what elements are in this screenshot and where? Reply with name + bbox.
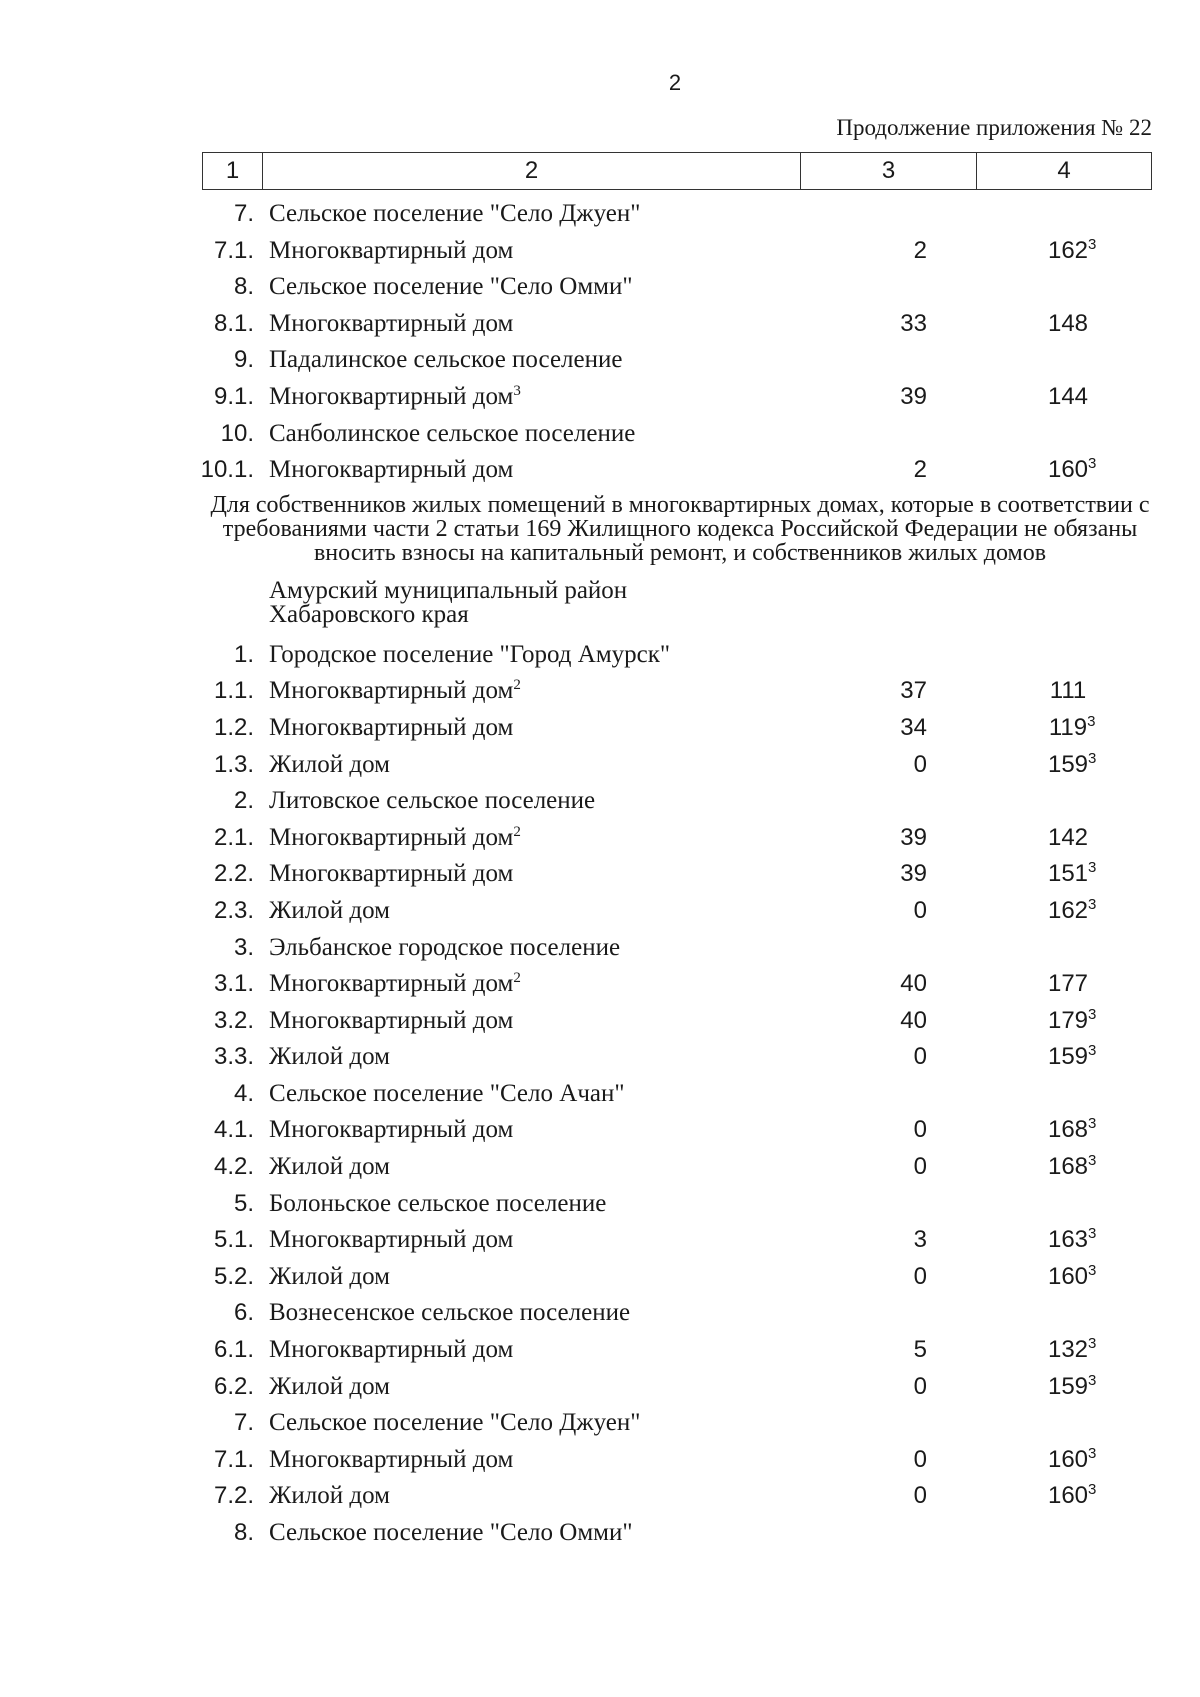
row-name-text: Сельское поселение "Село Джуен" bbox=[269, 200, 641, 227]
page-number: 2 bbox=[668, 70, 682, 95]
row-number: 8. bbox=[233, 273, 254, 301]
row-number: 1.3. bbox=[213, 750, 254, 778]
row-number: 6.2. bbox=[213, 1372, 254, 1400]
table-row bbox=[0, 1039, 1200, 1076]
table-row bbox=[0, 1076, 1200, 1113]
value-footnote-mark: 3 bbox=[1088, 1225, 1097, 1243]
row-name bbox=[269, 379, 521, 415]
row-number: 5. bbox=[233, 1189, 254, 1217]
header-col-1: 1 bbox=[203, 153, 263, 189]
value-footnote-mark: 3 bbox=[1088, 1152, 1097, 1170]
value-footnote-mark: 3 bbox=[1088, 749, 1097, 767]
district-title: Амурский муниципальный район Хабаровского края bbox=[269, 576, 628, 628]
table-row bbox=[0, 1259, 1200, 1296]
row-col-4-value: 163 bbox=[1047, 1226, 1089, 1254]
row-col-4 bbox=[1048, 1259, 1096, 1295]
row-col-4-value: 162 bbox=[1047, 896, 1089, 924]
row-name bbox=[269, 1442, 513, 1478]
row-col-4-value: 162 bbox=[1047, 236, 1089, 264]
table-row bbox=[0, 1515, 1200, 1552]
table-row bbox=[0, 1442, 1200, 1479]
row-col-4-value: 160 bbox=[1047, 456, 1089, 484]
continuation-label: Продолжение приложения № 22 bbox=[836, 115, 1152, 140]
row-name bbox=[269, 820, 521, 856]
value-footnote-mark: 3 bbox=[1088, 1444, 1097, 1462]
value-footnote-mark: 3 bbox=[1087, 712, 1096, 730]
row-number: 3.1. bbox=[213, 970, 254, 998]
row-number: 6.1. bbox=[213, 1336, 254, 1364]
row-col-4-value: 111 bbox=[1049, 677, 1087, 705]
table-row bbox=[0, 1295, 1200, 1332]
row-col-3: 34 bbox=[900, 713, 927, 741]
row-name-text: Эльбанское городское поселение bbox=[269, 933, 621, 961]
row-number: 2.2. bbox=[213, 860, 254, 888]
row-col-4 bbox=[1048, 1369, 1096, 1405]
row-number: 6. bbox=[233, 1299, 254, 1327]
row-col-4-value: 159 bbox=[1047, 1043, 1089, 1071]
row-name bbox=[269, 1003, 513, 1039]
row-number: 9. bbox=[233, 346, 254, 374]
row-col-4-value: 177 bbox=[1047, 970, 1089, 998]
row-col-3: 37 bbox=[900, 677, 927, 705]
table-row bbox=[0, 306, 1200, 343]
row-col-3: 5 bbox=[913, 1336, 927, 1364]
table-row bbox=[0, 342, 1200, 379]
value-footnote-mark: 3 bbox=[1088, 1115, 1097, 1133]
row-col-3: 3 bbox=[913, 1226, 927, 1254]
table-row bbox=[0, 1405, 1200, 1442]
row-name-text: Сельское поселение "Село Омми" bbox=[269, 273, 633, 301]
row-col-4-value: 159 bbox=[1047, 1372, 1089, 1400]
row-name-text: Многоквартирный дом bbox=[269, 1006, 514, 1034]
table-body bbox=[0, 196, 1200, 1552]
row-col-4 bbox=[1048, 1442, 1096, 1478]
row-name-text: Сельское поселение "Село Ачан" bbox=[269, 1079, 625, 1107]
row-col-3: 0 bbox=[913, 1116, 927, 1144]
row-name-text: Жилой дом bbox=[269, 1153, 390, 1181]
value-footnote-mark: 3 bbox=[1088, 1371, 1097, 1389]
row-col-3: 0 bbox=[913, 1262, 927, 1290]
row-name bbox=[269, 1332, 513, 1368]
row-name bbox=[269, 1295, 630, 1331]
row-name-text: Многоквартирный дом bbox=[269, 713, 514, 741]
row-col-4 bbox=[1048, 856, 1096, 892]
row-name-text: Сельское поселение "Село Омми" bbox=[269, 1519, 633, 1546]
row-name bbox=[269, 966, 521, 1002]
table-row bbox=[0, 269, 1200, 306]
table-row bbox=[0, 856, 1200, 893]
row-col-3: 33 bbox=[900, 309, 927, 337]
row-name bbox=[269, 930, 620, 966]
table-row bbox=[0, 416, 1200, 453]
row-name bbox=[269, 196, 640, 232]
row-name-text: Многоквартирный дом bbox=[269, 456, 514, 484]
row-col-4 bbox=[1048, 1003, 1096, 1039]
row-name-text: Падалинское сельское поселение bbox=[269, 346, 623, 374]
row-name-text: Многоквартирный дом bbox=[269, 970, 514, 998]
row-name bbox=[269, 1222, 513, 1258]
table-row bbox=[0, 637, 1200, 674]
name-footnote-mark: 2 bbox=[513, 823, 521, 840]
row-name bbox=[269, 637, 670, 673]
row-name-text: Городское поселение "Город Амурск" bbox=[269, 640, 671, 668]
table-row bbox=[0, 1332, 1200, 1369]
row-name-text: Жилой дом bbox=[269, 1482, 390, 1510]
row-col-4-value: 179 bbox=[1047, 1006, 1089, 1034]
row-col-3: 0 bbox=[913, 1445, 927, 1473]
row-number: 2. bbox=[233, 787, 254, 815]
row-name-text: Литовское сельское поселение bbox=[269, 787, 596, 815]
row-name bbox=[269, 710, 513, 746]
table-row bbox=[0, 930, 1200, 967]
table-row bbox=[0, 747, 1200, 784]
row-col-4 bbox=[1048, 1149, 1096, 1185]
row-name bbox=[269, 452, 513, 488]
row-name-text: Многоквартирный дом bbox=[269, 860, 514, 888]
row-name bbox=[269, 1369, 390, 1405]
row-col-4 bbox=[1048, 1112, 1096, 1148]
row-name bbox=[269, 747, 390, 783]
row-col-3: 2 bbox=[913, 236, 927, 264]
row-col-4-value: 160 bbox=[1047, 1262, 1089, 1290]
row-number: 3. bbox=[233, 933, 254, 961]
row-number: 7. bbox=[233, 1409, 254, 1437]
row-name bbox=[269, 1405, 640, 1441]
row-col-3: 39 bbox=[900, 382, 927, 410]
row-number: 5.2. bbox=[213, 1262, 254, 1290]
row-name bbox=[269, 1478, 390, 1514]
row-col-4 bbox=[1048, 1222, 1096, 1258]
header-col-3: 3 bbox=[801, 153, 977, 189]
row-col-4 bbox=[1048, 306, 1088, 342]
row-name-text: Многоквартирный дом bbox=[269, 823, 514, 851]
row-name bbox=[269, 306, 513, 342]
value-footnote-mark: 3 bbox=[1088, 1335, 1097, 1353]
row-col-4 bbox=[1050, 673, 1086, 709]
value-footnote-mark: 3 bbox=[1088, 235, 1097, 253]
value-footnote-mark: 3 bbox=[1088, 455, 1097, 473]
row-number: 3.3. bbox=[213, 1043, 254, 1071]
name-footnote-mark: 2 bbox=[513, 970, 521, 987]
row-name bbox=[269, 783, 595, 819]
row-name-text: Многоквартирный дом bbox=[269, 1226, 514, 1254]
row-number: 7.2. bbox=[213, 1482, 254, 1510]
row-name bbox=[269, 1259, 390, 1295]
table-row bbox=[0, 1003, 1200, 1040]
table-row bbox=[0, 1369, 1200, 1406]
row-col-4 bbox=[1048, 452, 1096, 488]
row-col-3: 40 bbox=[900, 1006, 927, 1034]
row-number: 2.3. bbox=[213, 896, 254, 924]
row-name bbox=[269, 233, 513, 269]
value-footnote-mark: 3 bbox=[1088, 1261, 1097, 1279]
row-number: 1.2. bbox=[213, 713, 254, 741]
row-name-text: Санболинское сельское поселение bbox=[269, 419, 636, 447]
row-col-4-value: 160 bbox=[1047, 1482, 1089, 1510]
row-col-4-value: 119 bbox=[1048, 713, 1088, 741]
row-col-4 bbox=[1048, 893, 1096, 929]
row-name bbox=[269, 1149, 390, 1185]
row-name-text: Болоньское сельское поселение bbox=[269, 1189, 607, 1217]
row-number: 7.1. bbox=[213, 236, 254, 264]
row-name bbox=[269, 893, 390, 929]
value-footnote-mark: 3 bbox=[1088, 1005, 1097, 1023]
table-header bbox=[202, 152, 1152, 190]
row-col-4-value: 168 bbox=[1047, 1116, 1089, 1144]
row-name bbox=[269, 1515, 633, 1551]
row-col-3: 40 bbox=[900, 970, 927, 998]
row-name bbox=[269, 416, 635, 452]
row-name-text: Жилой дом bbox=[269, 1372, 390, 1400]
value-footnote-mark: 3 bbox=[1088, 1481, 1097, 1499]
table-row bbox=[0, 233, 1200, 270]
row-number: 10.1. bbox=[200, 456, 254, 484]
row-name-text: Жилой дом bbox=[269, 1262, 390, 1290]
row-number: 5.1. bbox=[213, 1226, 254, 1254]
row-number: 9.1. bbox=[213, 382, 254, 410]
row-col-4 bbox=[1049, 710, 1096, 746]
table-row bbox=[0, 1478, 1200, 1515]
row-col-4-value: 159 bbox=[1047, 750, 1089, 778]
rows-group-b bbox=[0, 637, 1200, 1552]
row-col-3: 0 bbox=[913, 750, 927, 778]
row-col-4 bbox=[1048, 747, 1096, 783]
table-row bbox=[0, 1112, 1200, 1149]
header-col-4: 4 bbox=[1057, 157, 1071, 184]
row-name-text: Жилой дом bbox=[269, 1043, 390, 1071]
row-name-text: Многоквартирный дом bbox=[269, 1445, 514, 1473]
row-col-4-value: 168 bbox=[1047, 1153, 1089, 1181]
row-name-text: Многоквартирный дом bbox=[269, 309, 514, 337]
row-name-text: Многоквартирный дом bbox=[269, 382, 514, 410]
row-col-3: 0 bbox=[913, 1482, 927, 1510]
row-name-text: Многоквартирный дом bbox=[269, 1116, 514, 1144]
value-footnote-mark: 3 bbox=[1088, 895, 1097, 913]
row-number: 10. bbox=[220, 419, 254, 447]
value-footnote-mark: 3 bbox=[1088, 859, 1097, 877]
row-number: 8.1. bbox=[213, 309, 254, 337]
row-col-4 bbox=[1048, 1478, 1096, 1514]
row-name bbox=[269, 1076, 625, 1112]
row-col-4-value: 151 bbox=[1047, 860, 1089, 888]
row-col-4-value: 142 bbox=[1047, 823, 1089, 851]
row-number: 3.2. bbox=[213, 1006, 254, 1034]
table-row bbox=[0, 1149, 1200, 1186]
row-name-text: Жилой дом bbox=[269, 896, 390, 924]
rows-group-a bbox=[0, 196, 1200, 489]
table-row bbox=[0, 710, 1200, 747]
row-name bbox=[269, 1112, 513, 1148]
row-col-4-value: 144 bbox=[1047, 382, 1089, 410]
row-col-3: 0 bbox=[913, 1043, 927, 1071]
row-col-3: 39 bbox=[900, 823, 927, 851]
row-name bbox=[269, 1186, 606, 1222]
row-col-4-value: 132 bbox=[1047, 1336, 1089, 1364]
row-name-text: Многоквартирный дом bbox=[269, 1336, 514, 1364]
row-col-3: 0 bbox=[913, 1153, 927, 1181]
row-name bbox=[269, 342, 622, 378]
value-footnote-mark: 3 bbox=[1088, 1042, 1097, 1060]
row-col-4 bbox=[1048, 1039, 1096, 1075]
row-number: 4.2. bbox=[213, 1153, 254, 1181]
row-number: 4.1. bbox=[213, 1116, 254, 1144]
row-name-text: Сельское поселение "Село Джуен" bbox=[269, 1409, 641, 1437]
header-col-2: 2 bbox=[263, 153, 801, 189]
table-row bbox=[0, 1222, 1200, 1259]
row-col-3: 0 bbox=[913, 1372, 927, 1400]
row-col-4 bbox=[1048, 820, 1088, 856]
row-col-4 bbox=[1048, 1332, 1096, 1368]
row-col-3: 39 bbox=[900, 860, 927, 888]
section-note: Для собственников жилых помещений в многоквартирных домах, которые в соответствии с требованиями части 2 статьи 169 Жилищного кодекса Российской Федерации не обязаны вносить взносы на капитальный ремонт, и собственников жилых домов bbox=[210, 491, 1150, 566]
table-row bbox=[0, 673, 1200, 710]
row-col-4 bbox=[1048, 379, 1088, 415]
row-col-4 bbox=[1048, 233, 1096, 269]
row-col-4-value: 160 bbox=[1047, 1445, 1089, 1473]
row-number: 7. bbox=[233, 200, 254, 227]
name-footnote-mark: 3 bbox=[513, 382, 521, 399]
row-number: 8. bbox=[233, 1519, 254, 1546]
table-row bbox=[0, 1186, 1200, 1223]
row-number: 1.1. bbox=[213, 677, 254, 705]
row-col-4-value: 148 bbox=[1047, 309, 1089, 337]
table-row bbox=[0, 783, 1200, 820]
row-name bbox=[269, 1039, 390, 1075]
table-row bbox=[0, 820, 1200, 857]
row-number: 4. bbox=[233, 1079, 254, 1107]
row-name-text: Вознесенское сельское поселение bbox=[269, 1299, 631, 1327]
name-footnote-mark: 2 bbox=[513, 677, 521, 694]
row-name-text: Многоквартирный дом bbox=[269, 677, 514, 705]
table-row bbox=[0, 966, 1200, 1003]
row-number: 1. bbox=[233, 640, 254, 668]
table-row bbox=[0, 893, 1200, 930]
row-col-3: 2 bbox=[913, 456, 927, 484]
row-number: 7.1. bbox=[213, 1445, 254, 1473]
row-col-3: 0 bbox=[913, 896, 927, 924]
row-name bbox=[269, 673, 521, 709]
row-col-4 bbox=[1048, 966, 1088, 1002]
table-row bbox=[0, 196, 1200, 233]
row-number: 2.1. bbox=[213, 823, 254, 851]
row-name-text: Многоквартирный дом bbox=[269, 236, 514, 264]
row-name bbox=[269, 856, 513, 892]
row-name bbox=[269, 269, 633, 305]
table-row bbox=[0, 452, 1200, 489]
table-row bbox=[0, 379, 1200, 416]
row-name-text: Жилой дом bbox=[269, 750, 390, 778]
